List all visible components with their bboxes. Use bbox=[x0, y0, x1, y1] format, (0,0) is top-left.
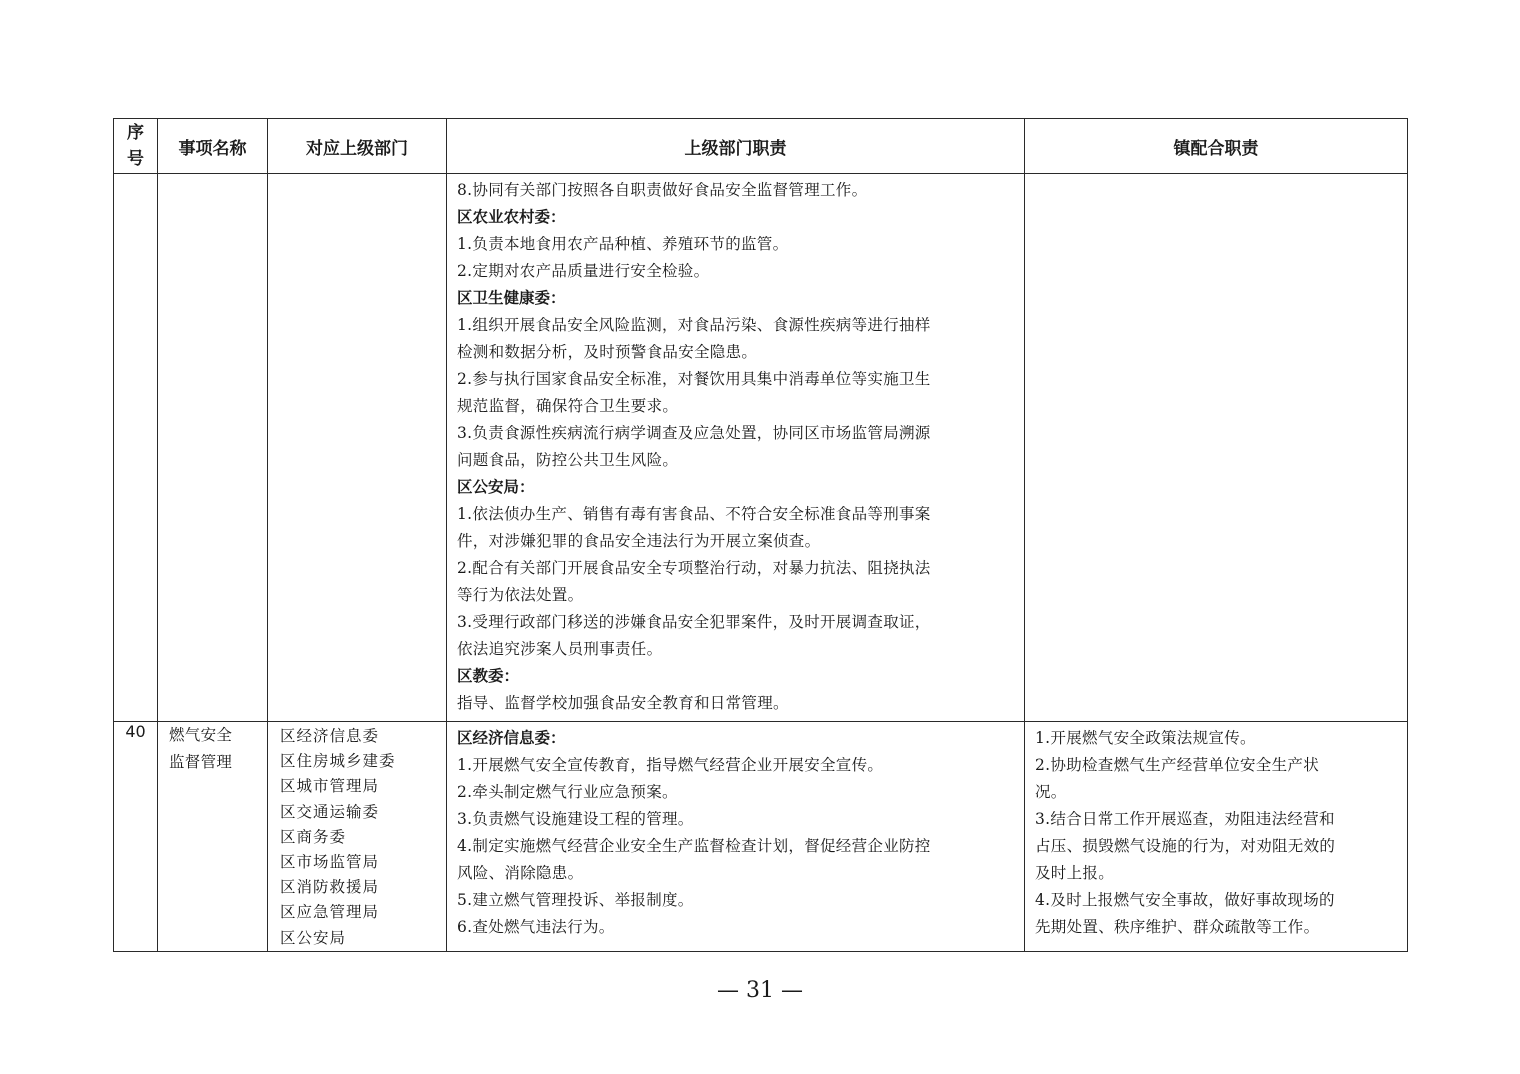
town-duty-line: 2.协助检查燃气生产经营单位安全生产状 bbox=[1035, 756, 1319, 774]
duty-line: 2.参与执行国家食品安全标准，对餐饮用具集中消毒单位等实施卫生 bbox=[457, 370, 931, 388]
town-duty-cell bbox=[1025, 722, 1408, 952]
town-duty-line: 4.及时上报燃气安全事故，做好事故现场的 bbox=[1035, 891, 1335, 909]
duty-line: 问题食品，防控公共卫生风险。 bbox=[457, 451, 679, 469]
item-name bbox=[158, 722, 267, 776]
no-cell: 40 bbox=[114, 722, 158, 952]
duty-line: 3.受理行政部门移送的涉嫌食品安全犯罪案件，及时开展调查取证， bbox=[457, 613, 931, 631]
department-item: 区商务委 bbox=[280, 827, 347, 846]
header-dept-duty: 上级部门职责 bbox=[447, 119, 1025, 174]
department-cell bbox=[268, 174, 447, 722]
duty-line: 指导、监督学校加强食品安全教育和日常管理。 bbox=[457, 694, 789, 712]
dept-duty-cell bbox=[447, 174, 1025, 722]
header-department: 对应上级部门 bbox=[268, 119, 447, 174]
town-duty-line: 3.结合日常工作开展巡查，劝阻违法经营和 bbox=[1035, 810, 1335, 828]
duty-line: 5.建立燃气管理投诉、举报制度。 bbox=[457, 891, 694, 909]
item-cell bbox=[158, 174, 268, 722]
duty-line: 1.组织开展食品安全风险监测，对食品污染、食源性疾病等进行抽样 bbox=[457, 316, 931, 334]
table-row bbox=[114, 722, 1408, 952]
department-item: 区应急管理局 bbox=[280, 903, 380, 922]
duty-line: 1.依法侦办生产、销售有毒有害食品、不符合安全标准食品等刑事案 bbox=[457, 505, 931, 523]
dept-duty-text bbox=[447, 722, 1024, 945]
duty-line: 1.负责本地食用农产品种植、养殖环节的监管。 bbox=[457, 235, 789, 253]
department-item: 区消防救援局 bbox=[280, 878, 380, 897]
town-duty-line: 1.开展燃气安全政策法规宣传。 bbox=[1035, 729, 1256, 747]
duty-dept-heading: 区卫生健康委： bbox=[457, 289, 566, 307]
duty-line: 件，对涉嫌犯罪的食品安全违法行为开展立案侦查。 bbox=[457, 532, 821, 550]
duty-dept-heading: 区经济信息委： bbox=[457, 729, 566, 747]
header-no bbox=[114, 119, 158, 174]
duty-line: 3.负责燃气设施建设工程的管理。 bbox=[457, 810, 694, 828]
department-item: 区住房城乡建委 bbox=[280, 752, 396, 771]
town-duty-line: 先期处置、秩序维护、群众疏散等工作。 bbox=[1035, 918, 1320, 936]
item-name-line: 燃气安全 bbox=[169, 726, 233, 744]
duty-dept-heading: 区公安局： bbox=[457, 478, 535, 496]
duty-dept-heading: 区农业农村委： bbox=[457, 208, 566, 226]
dept-duty-cell bbox=[447, 722, 1025, 952]
duty-line: 依法追究涉案人员刑事责任。 bbox=[457, 640, 663, 658]
duty-line: 2.定期对农产品质量进行安全检验。 bbox=[457, 262, 710, 280]
town-duty-line: 况。 bbox=[1035, 783, 1067, 801]
header-town-duty: 镇配合职责 bbox=[1025, 119, 1408, 174]
duty-line: 4.制定实施燃气经营企业安全生产监督检查计划，督促经营企业防控 bbox=[457, 837, 931, 855]
header-item-name: 事项名称 bbox=[158, 119, 268, 174]
town-duty-line: 及时上报。 bbox=[1035, 864, 1115, 882]
department-list bbox=[268, 722, 446, 951]
town-duty-line: 占压、损毁燃气设施的行为，对劝阻无效的 bbox=[1035, 837, 1336, 855]
department-cell bbox=[268, 722, 447, 952]
table-header-row bbox=[114, 119, 1408, 174]
duty-line: 规范监督，确保符合卫生要求。 bbox=[457, 397, 679, 415]
duty-line: 等行为依法处置。 bbox=[457, 586, 584, 604]
duty-dept-heading: 区教委： bbox=[457, 667, 520, 685]
duty-line: 6.查处燃气违法行为。 bbox=[457, 918, 615, 936]
item-cell bbox=[158, 722, 268, 952]
duty-line: 风险、消除隐患。 bbox=[457, 864, 584, 882]
dept-duty-text bbox=[447, 174, 1024, 721]
duty-line: 检测和数据分析，及时预警食品安全隐患。 bbox=[457, 343, 758, 361]
item-name-line: 监督管理 bbox=[169, 753, 233, 771]
town-duty-text bbox=[1025, 722, 1407, 945]
duty-line: 8.协同有关部门按照各自职责做好食品安全监督管理工作。 bbox=[457, 181, 868, 199]
department-item: 区交通运输委 bbox=[280, 802, 380, 821]
duty-line: 2.牵头制定燃气行业应急预案。 bbox=[457, 783, 678, 801]
town-duty-cell bbox=[1025, 174, 1408, 722]
page-number: — 31 — bbox=[717, 978, 803, 1003]
department-item: 区城市管理局 bbox=[280, 777, 380, 796]
table-row bbox=[114, 174, 1408, 722]
duty-table bbox=[113, 118, 1408, 952]
no-cell bbox=[114, 174, 158, 722]
department-item: 区经济信息委 bbox=[280, 727, 380, 745]
header-no-label: 序 号 bbox=[127, 123, 144, 169]
duty-line: 3.负责食源性疾病流行病学调查及应急处置，协同区市场监管局溯源 bbox=[457, 424, 931, 442]
duty-line: 2.配合有关部门开展食品安全专项整治行动，对暴力抗法、阻挠执法 bbox=[457, 559, 931, 577]
department-item: 区市场监管局 bbox=[280, 853, 380, 872]
department-item: 区公安局 bbox=[280, 928, 347, 947]
duty-line: 1.开展燃气安全宣传教育，指导燃气经营企业开展安全宣传。 bbox=[457, 756, 884, 774]
